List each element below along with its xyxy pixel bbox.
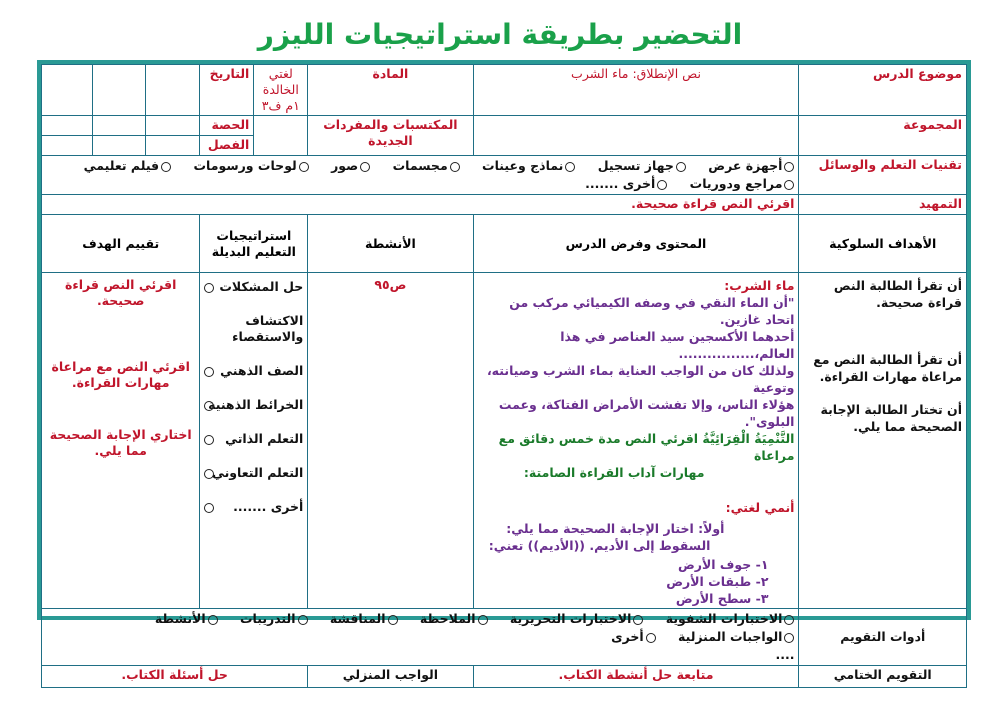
evaluation-item: اقرئي النص قراءة صحيحة. [64,277,177,308]
class-cell-3 [42,136,93,156]
radio-circle-icon [204,435,214,445]
col-content-header: المحتوى وفرض الدرس [473,215,799,273]
radio-circle-icon [388,615,398,625]
col-goals-header: الأهداف السلوكية [799,215,967,273]
tech-option[interactable]: أجهزة عرض [708,157,794,175]
group-label: المجموعة [799,116,967,156]
strategy-item[interactable]: الصف الذهني [204,363,303,379]
strategy-item[interactable]: التعلم التعاوني [204,465,303,481]
radio-circle-icon [204,283,214,293]
col-strategies-header: استراتيجيات التعليم البديلة [200,215,308,273]
strategy-item[interactable]: حل المشكلات [204,279,303,295]
strategy-item[interactable]: أخرى ....... [204,499,303,515]
content-text: ولذلك كان من الواجب العناية بماء الشرب وصيانته، وتوعية [486,363,795,395]
col-activities-header: الأنشطة [308,215,473,273]
period-cell-3 [42,116,93,136]
tech-options [42,156,799,195]
evaluation-cell [42,273,200,609]
assessment-option[interactable]: الاختبارات التحريرية [510,610,644,628]
goal-item: أن تقرأ الطالبة النص مع مراعاة مهارات القراءة. [813,352,962,384]
strategy-item[interactable]: الخرائط الذهنية [204,397,303,413]
assessment-option[interactable]: التدريبات [240,610,308,628]
final-label: التقويم الختامي [799,666,967,688]
content-heading: أنمي لغتي: [725,500,795,515]
goal-item: أن تقرأ الطالبة النص قراءة صحيحة. [833,278,962,310]
content-text: هؤلاء الناس، وإلا تفشت الأمراض الفتاكة، وعمت البلوى". [498,397,795,429]
content-green-text: مهارات آداب القراءة الصامتة: [523,465,705,480]
period-label: الحصة [200,116,254,136]
content-text: أحدهما الأكسجين سيد العناصر في هذا العالم،................ [560,329,795,361]
vocab-label: المكتسبات والمفردات الجديدة [308,116,473,156]
final-value: متابعة حل أنشطة الكتاب. [473,666,799,688]
evaluation-item: اقرئي النص مع مراعاة مهارات القراءة. [51,359,190,390]
tech-option[interactable]: صور [331,157,370,175]
assessment-label: أدوات التقويم [799,609,967,666]
lesson-topic-value: نص الإنطلاق: ماء الشرب [473,65,799,116]
strategy-item[interactable]: الاكتشاف والاستقصاء [223,313,303,345]
assessment-option[interactable]: الملاحظة [420,610,488,628]
tech-label: تقنيات التعلم والوسائل [799,156,967,195]
assessment-option[interactable]: الاختبارات الشفوية [666,610,795,628]
tech-option[interactable]: مراجع ودوريات [690,175,795,193]
assessment-options [42,609,799,666]
assessment-extra: .... [775,647,795,662]
lesson-topic-label: موضوع الدرس [799,65,967,116]
subject-value: لغتي الخالدة ١م ف٣ [254,65,308,116]
choice-item: ١- جوف الأرض [677,557,769,572]
question-intro: أولاً: اختار الإجابة الصحيحة مما يلي: [506,521,725,536]
content-text: "أن الماء النقي في وصفه الكيميائي مركب من اتحاد غازين. [509,295,795,327]
assessment-option[interactable]: الأنشطة [155,610,218,628]
goals-cell [799,273,967,609]
tech-option[interactable]: مجسمات [393,157,460,175]
goal-item: أن تختار الطالبة الإجابة الصحيحة مما يلي. [820,402,962,434]
intro-label: التمهيد [799,195,967,215]
class-cell-1 [146,136,200,156]
choice-item: ٢- طبقات الأرض [666,574,769,589]
activities-cell: ص٩٥ [308,273,473,609]
homework-value: حل أسئلة الكتاب. [42,666,308,688]
date-label: التاريخ [200,65,254,116]
strategy-item[interactable]: التعلم الذاتي [204,431,303,447]
radio-circle-icon [204,367,214,377]
radio-circle-icon [565,162,575,172]
class-label: الفصل [200,136,254,156]
homework-label: الواجب المنزلي [308,666,473,688]
choice-item: ٣- سطح الأرض [675,591,769,606]
assessment-option[interactable]: الواجبات المنزلية [678,628,794,646]
group-value [473,116,799,156]
tech-option[interactable]: نماذج وعينات [482,157,575,175]
page-title: التحضير بطريقة استراتيجيات الليزر [257,18,743,51]
date-cell-2 [92,65,146,116]
vocab-value [254,116,308,156]
radio-circle-icon [204,503,214,513]
content-cell [473,273,799,609]
radio-circle-icon [784,615,794,625]
question-text: السقوط إلى الأديم. ((الأديم)) تعني: [488,538,711,553]
radio-circle-icon [450,162,460,172]
radio-circle-icon [161,162,171,172]
radio-circle-icon [299,162,309,172]
content-green-text: التَّنْمِيَةُ الْقِرَائِيَّةُ اقرئي النص مدة خمس دقائق مع مراعاة [498,431,795,463]
radio-circle-icon [298,615,308,625]
period-cell-1 [146,116,200,136]
assessment-option[interactable]: المناقشة [330,610,398,628]
radio-circle-icon [633,615,643,625]
class-cell-2 [92,136,146,156]
tech-option[interactable]: لوحات ورسومات [193,157,308,175]
radio-circle-icon [784,633,794,643]
date-cell-1 [146,65,200,116]
period-cell-2 [92,116,146,136]
radio-circle-icon [208,615,218,625]
radio-circle-icon [676,162,686,172]
radio-circle-icon [646,633,656,643]
radio-circle-icon [478,615,488,625]
intro-value: اقرئي النص قراءة صحيحة. [42,195,799,215]
strategies-cell [200,273,308,609]
radio-circle-icon [784,180,794,190]
tech-option[interactable]: أخرى ....... [585,175,667,193]
lesson-plan-table [41,64,967,688]
radio-circle-icon [360,162,370,172]
radio-circle-icon [784,162,794,172]
tech-option[interactable]: جهاز تسجيل [598,157,686,175]
subject-label: المادة [308,65,473,116]
assessment-option[interactable]: أخرى [611,628,656,646]
content-heading: ماء الشرب: [724,278,795,293]
tech-option[interactable]: فيلم تعليمي [84,157,172,175]
date-cell-3 [42,65,93,116]
evaluation-item: اختاري الإجابة الصحيحة مما يلي. [49,427,192,458]
radio-circle-icon [657,180,667,190]
col-evaluation-header: تقييم الهدف [42,215,200,273]
